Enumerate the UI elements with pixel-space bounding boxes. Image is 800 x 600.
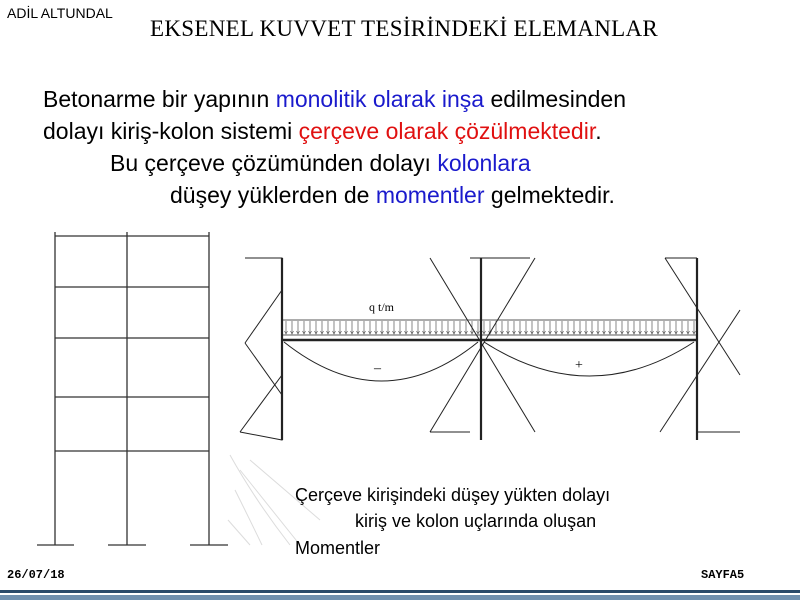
beam-moment-curve-left [284, 342, 478, 381]
caption-line-1: Çerçeve kirişindeki düşey yükten dolayı [295, 485, 611, 505]
column-moment-left [240, 375, 282, 432]
column-moment-left [245, 343, 282, 395]
text-segment: Bu çerçeve çözümünden dolayı [110, 150, 438, 176]
column-moment-left-outline [240, 258, 282, 440]
author-name: ADİL ALTUNDAL [7, 5, 113, 21]
moment-sign-negative: – [374, 361, 381, 376]
column-moment-left [245, 290, 282, 343]
text-segment: dolayı kiriş-kolon sistemi [43, 118, 299, 144]
moment-sign-positive: + [575, 358, 583, 373]
column-moment-right [665, 258, 740, 375]
footer-bar [0, 590, 800, 593]
highlight-blue-text: kolonlara [437, 150, 531, 176]
text-segment: . [595, 118, 602, 144]
text-segment: düşey yüklerden de [170, 182, 376, 208]
moment-diagram-drawing [240, 258, 740, 440]
highlight-blue-text: monolitik olarak inşa [275, 86, 485, 112]
caption-line-2: kiriş ve kolon uçlarında oluşan [355, 511, 597, 531]
column-moment-right [660, 310, 740, 432]
footer-date: 26/07/18 [7, 568, 65, 582]
beam-moment-curve-right [484, 342, 694, 376]
load-label: q t/m [369, 300, 395, 314]
slide-title: EKSENEL KUVVET TESİRİNDEKİ ELEMANLAR [150, 16, 659, 41]
text-segment: Betonarme bir yapının [43, 86, 276, 112]
highlight-red-text: çerçeve olarak çözülmektedir [298, 118, 596, 144]
text-segment: edilmesinden [484, 86, 626, 112]
caption-line-3: Momentler [295, 538, 381, 558]
footer-bar-lower [0, 595, 800, 600]
building-frame-drawing [37, 232, 228, 545]
highlight-blue-text: momentler [375, 182, 485, 208]
footer-page-number: SAYFA5 [701, 568, 745, 582]
text-segment: gelmektedir. [484, 182, 615, 208]
